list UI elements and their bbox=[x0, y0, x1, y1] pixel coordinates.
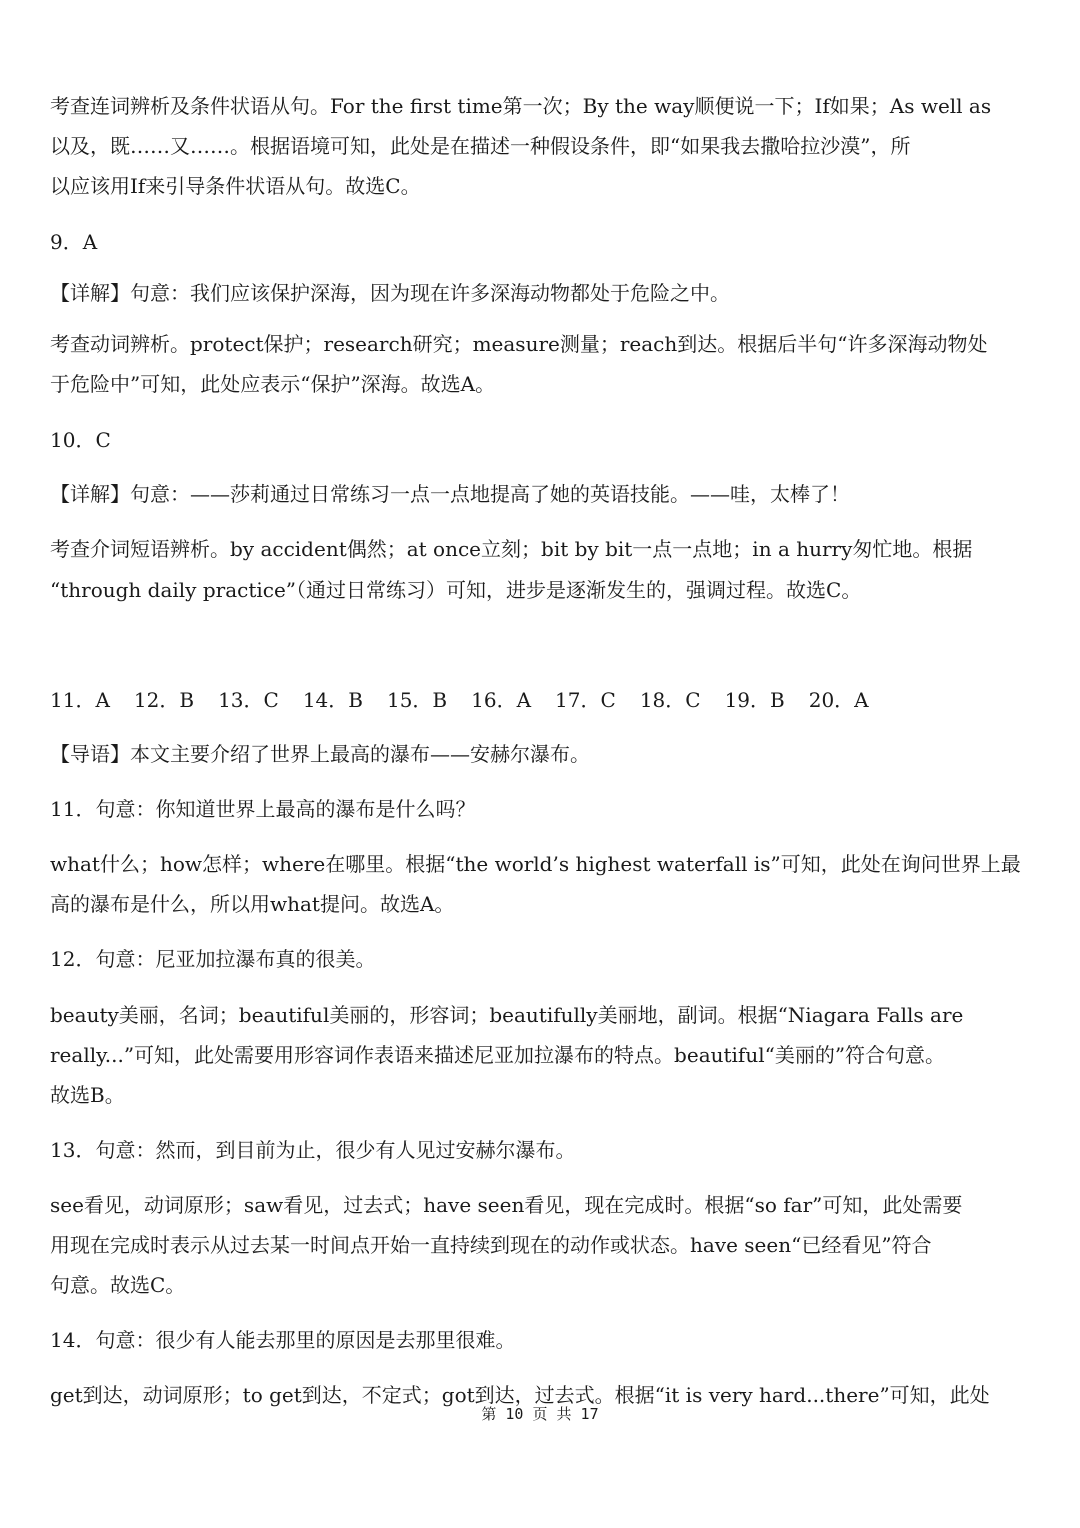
answer-20: 20．A bbox=[808, 688, 869, 712]
q10-detail: 【详解】句意：——莎莉通过日常练习一点一点地提高了她的英语技能。——哇，太棒了！ bbox=[50, 482, 850, 506]
q13-explanation-line-1: see看见，动词原形；saw看见，过去式；have seen看见，现在完成时。根据“so far”可知，此处需要 bbox=[50, 1193, 963, 1217]
q12-explanation-line-1: beauty美丽，名词；beautiful美丽的，形容词；beautifully美丽地，副词。根据“Niagara Falls are bbox=[50, 1003, 964, 1027]
q9-explanation-line-1: 考查动词辨析。protect保护；research研究；measure测量；reach到达。根据后半句“许多深海动物处 bbox=[50, 332, 988, 356]
answer-18: 18．C bbox=[639, 688, 701, 712]
q13-explanation-line-3: 句意。故选C。 bbox=[50, 1273, 186, 1297]
q10-answer: 10．C bbox=[50, 428, 111, 452]
q12-meaning: 12．句意：尼亚加拉瀑布真的很美。 bbox=[50, 947, 376, 971]
answer-12: 12．B bbox=[133, 688, 195, 712]
q11-explanation-line-2: 高的瀑布是什么，所以用what提问。故选A。 bbox=[50, 892, 455, 916]
q11-explanation-line-1: what什么；how怎样；where在哪里。根据“the world’s highest waterfall is”可知，此处在询问世界上最 bbox=[50, 852, 1021, 876]
q10-explanation-line-2: “through daily practice”（通过日常练习）可知，进步是逐渐发生的，强调过程。故选C。 bbox=[50, 578, 862, 602]
guide-text: 【导语】本文主要介绍了世界上最高的瀑布——安赫尔瀑布。 bbox=[50, 742, 590, 766]
q13-meaning: 13．句意：然而，到目前为止，很少有人见过安赫尔瀑布。 bbox=[50, 1138, 576, 1162]
q10-explanation-line-1: 考查介词短语辨析。by accident偶然；at once立刻；bit by bit一点一点地；in a hurry匆忙地。根据 bbox=[50, 537, 973, 561]
answer-11: 11．A bbox=[50, 688, 110, 712]
q11-meaning: 11．句意：你知道世界上最高的瀑布是什么吗？ bbox=[50, 797, 476, 821]
q9-detail: 【详解】句意：我们应该保护深海，因为现在许多深海动物都处于危险之中。 bbox=[50, 281, 730, 305]
q12-explanation-line-3: 故选B。 bbox=[50, 1083, 125, 1107]
q8-explanation-line-3: 以应该用If来引导条件状语从句。故选C。 bbox=[50, 174, 421, 198]
q12-explanation-line-2: really...”可知，此处需要用形容词作表语来描述尼亚加拉瀑布的特点。beautiful“美丽的”符合句意。 bbox=[50, 1043, 946, 1067]
answer-19: 19．B bbox=[724, 688, 785, 712]
page-number-footer: 第 10 页 共 17 bbox=[481, 1405, 599, 1423]
q9-explanation-line-2: 于危险中”可知，此处应表示“保护”深海。故选A。 bbox=[50, 372, 496, 396]
q8-explanation-line-1: 考查连词辨析及条件状语从句。For the first time第一次；By the way顺便说一下；If如果；As well as bbox=[50, 94, 992, 118]
q9-answer: 9．A bbox=[50, 230, 98, 254]
answer-15: 15．B bbox=[386, 688, 448, 712]
q8-explanation-line-2: 以及，既……又……。根据语境可知，此处是在描述一种假设条件，即“如果我去撒哈拉沙漠”，所 bbox=[50, 134, 911, 158]
answer-14: 14．B bbox=[302, 688, 363, 712]
q14-explanation-line-1: get到达，动词原形；to get到达，不定式；got到达，过去式。根据“it is very hard...there”可知，此处 bbox=[50, 1383, 990, 1407]
answer-16: 16．A bbox=[471, 688, 532, 712]
answer-13: 13．C bbox=[218, 688, 279, 712]
answer-key-row bbox=[50, 680, 893, 720]
answer-17: 17．C bbox=[555, 688, 616, 712]
q14-meaning: 14．句意：很少有人能去那里的原因是去那里很难。 bbox=[50, 1328, 516, 1352]
q13-explanation-line-2: 用现在完成时表示从过去某一时间点开始一直持续到现在的动作或状态。have seen“已经看见”符合 bbox=[50, 1233, 932, 1257]
